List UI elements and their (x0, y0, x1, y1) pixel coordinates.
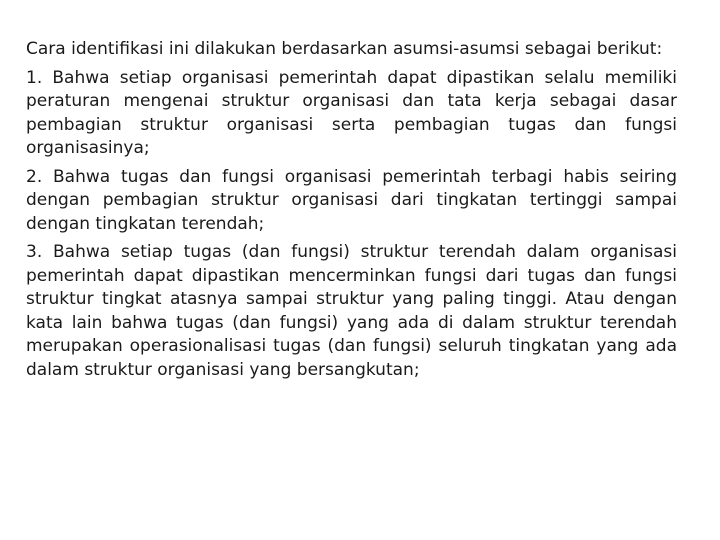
intro-paragraph: Cara identifikasi ini dilakukan berdasarkan asumsi-asumsi sebagai berikut: (26, 39, 663, 59)
assumption-item-1: 1. Bahwa setiap organisasi pemerintah dapat dipastikan selalu memiliki peraturan mengenai struktur organisasi dan tata kerja sebagai dasar pembagian struktur organisasi serta pembagian tugas dan fungsi organisasinya; (26, 67, 677, 158)
assumption-item-2: 2. Bahwa tugas dan fungsi organisasi pemerintah terbagi habis seiring dengan pembagian struktur organisasi dari tingkatan tertinggi sampai dengan tingkatan terendah; (26, 166, 677, 234)
slide-body (26, 38, 677, 387)
assumption-item-3: 3. Bahwa setiap tugas (dan fungsi) struktur terendah dalam organisasi pemerintah dapat dipastikan mencerminkan fungsi dari tugas dan fungsi struktur tingkat atasnya sampai struktur yang paling tinggi. Atau dengan kata lain bahwa tugas (dan fungsi) yang ada di dalam struktur terendah merupakan operasionalisasi tugas (dan fungsi) seluruh tingkatan yang ada dalam struktur organisasi yang bersangkutan; (26, 242, 677, 380)
